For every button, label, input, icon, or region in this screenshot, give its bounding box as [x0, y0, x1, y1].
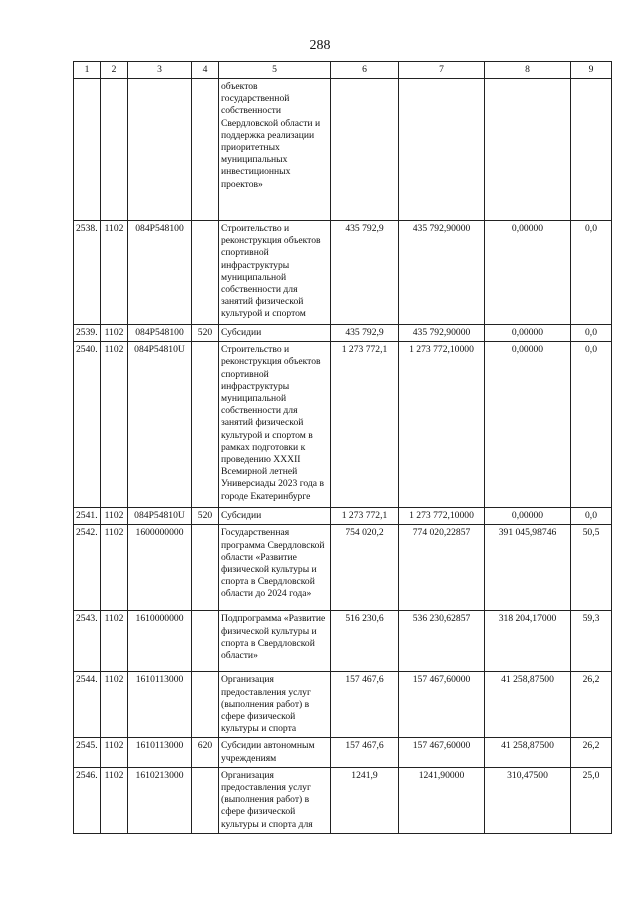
expense-type [192, 221, 219, 325]
section-code: 1102 [101, 342, 128, 508]
value-executed: 310,47500 [485, 767, 571, 833]
column-header: 4 [192, 62, 219, 79]
value-executed: 0,00000 [485, 508, 571, 525]
row-number [74, 79, 101, 221]
value-executed: 0,00000 [485, 325, 571, 342]
value-revised: 536 230,62857 [399, 611, 485, 672]
value-planned: 1 273 772,1 [331, 342, 399, 508]
row-number: 2538. [74, 221, 101, 325]
value-executed: 0,00000 [485, 342, 571, 508]
value-revised: 1 273 772,10000 [399, 342, 485, 508]
value-executed: 41 258,87500 [485, 672, 571, 738]
item-name: Субсидии [219, 325, 331, 342]
target-code: 084P54810U [128, 508, 192, 525]
target-code: 1610000000 [128, 611, 192, 672]
item-name: Субсидии [219, 508, 331, 525]
target-code: 1610213000 [128, 767, 192, 833]
value-revised: 1 273 772,10000 [399, 508, 485, 525]
value-executed: 0,00000 [485, 221, 571, 325]
item-name: Субсидии автономным учреждениям [219, 738, 331, 767]
value-planned: 1 273 772,1 [331, 508, 399, 525]
row-number: 2542. [74, 525, 101, 611]
value-revised: 157 467,60000 [399, 738, 485, 767]
value-planned: 435 792,9 [331, 221, 399, 325]
section-code [101, 79, 128, 221]
section-code: 1102 [101, 611, 128, 672]
column-header: 9 [571, 62, 612, 79]
table-row [74, 738, 612, 767]
row-number: 2545. [74, 738, 101, 767]
value-planned: 435 792,9 [331, 325, 399, 342]
expense-type: 520 [192, 508, 219, 525]
row-number: 2539. [74, 325, 101, 342]
value-planned: 516 230,6 [331, 611, 399, 672]
column-header: 1 [74, 62, 101, 79]
column-header: 6 [331, 62, 399, 79]
item-name: Строительство и реконструкция объектов спортивной инфраструктуры муниципальной собственности для занятий физической культурой и спортом [219, 221, 331, 325]
execution-percent [571, 79, 612, 221]
row-number: 2540. [74, 342, 101, 508]
table-row [74, 767, 612, 833]
item-name: Организация предоставления услуг (выполнения работ) в сфере физической культуры и спорта [219, 672, 331, 738]
item-name: Государственная программа Свердловской области «Развитие физической культуры и спорта в Свердловской области до 2024 года» [219, 525, 331, 611]
value-revised: 774 020,22857 [399, 525, 485, 611]
target-code: 1610113000 [128, 738, 192, 767]
target-code: 1600000000 [128, 525, 192, 611]
value-planned: 157 467,6 [331, 672, 399, 738]
expense-type [192, 79, 219, 221]
section-code: 1102 [101, 672, 128, 738]
value-planned: 754 020,2 [331, 525, 399, 611]
target-code: 084P548100 [128, 221, 192, 325]
item-name: объектов государственной собственности Свердловской области и поддержка реализации приоритетных муниципальных инвестиционных проектов» [219, 79, 331, 221]
execution-percent: 0,0 [571, 342, 612, 508]
table-row [74, 508, 612, 525]
section-code: 1102 [101, 767, 128, 833]
table-row [74, 525, 612, 611]
expense-type [192, 672, 219, 738]
table-row [74, 79, 612, 221]
column-header: 8 [485, 62, 571, 79]
value-executed [485, 79, 571, 221]
item-name: Организация предоставления услуг (выполнения работ) в сфере физической культуры и спорта для [219, 767, 331, 833]
value-executed: 41 258,87500 [485, 738, 571, 767]
expense-type [192, 342, 219, 508]
value-planned [331, 79, 399, 221]
value-planned: 1241,9 [331, 767, 399, 833]
item-name: Строительство и реконструкция объектов спортивной инфраструктуры муниципальной собственности для занятий физической культурой и спортом в рамках подготовки к проведению XXXII Всемирной летней Универсиады 2023 года в городе Екатеринбурге [219, 342, 331, 508]
execution-percent: 0,0 [571, 508, 612, 525]
table-row [74, 611, 612, 672]
budget-table [73, 61, 612, 834]
value-executed: 318 204,17000 [485, 611, 571, 672]
execution-percent: 50,5 [571, 525, 612, 611]
value-revised: 157 467,60000 [399, 672, 485, 738]
expense-type: 520 [192, 325, 219, 342]
section-code: 1102 [101, 508, 128, 525]
value-executed: 391 045,98746 [485, 525, 571, 611]
row-number: 2543. [74, 611, 101, 672]
expense-type [192, 767, 219, 833]
value-revised: 435 792,90000 [399, 325, 485, 342]
row-number: 2546. [74, 767, 101, 833]
column-header: 5 [219, 62, 331, 79]
target-code: 084P54810U [128, 342, 192, 508]
execution-percent: 0,0 [571, 325, 612, 342]
section-code: 1102 [101, 221, 128, 325]
section-code: 1102 [101, 525, 128, 611]
header-row [74, 62, 612, 79]
expense-type [192, 611, 219, 672]
execution-percent: 26,2 [571, 672, 612, 738]
expense-type [192, 525, 219, 611]
execution-percent: 25,0 [571, 767, 612, 833]
execution-percent: 26,2 [571, 738, 612, 767]
column-header: 3 [128, 62, 192, 79]
value-revised: 435 792,90000 [399, 221, 485, 325]
row-number: 2541. [74, 508, 101, 525]
section-code: 1102 [101, 738, 128, 767]
expense-type: 620 [192, 738, 219, 767]
target-code: 084P548100 [128, 325, 192, 342]
table-row [74, 672, 612, 738]
target-code: 1610113000 [128, 672, 192, 738]
value-revised [399, 79, 485, 221]
column-header: 2 [101, 62, 128, 79]
execution-percent: 59,3 [571, 611, 612, 672]
table-row [74, 325, 612, 342]
target-code [128, 79, 192, 221]
value-revised: 1241,90000 [399, 767, 485, 833]
table-row [74, 221, 612, 325]
item-name: Подпрограмма «Развитие физической культуры и спорта в Свердловской области» [219, 611, 331, 672]
row-number: 2544. [74, 672, 101, 738]
section-code: 1102 [101, 325, 128, 342]
execution-percent: 0,0 [571, 221, 612, 325]
column-header: 7 [399, 62, 485, 79]
table-row [74, 342, 612, 508]
value-planned: 157 467,6 [331, 738, 399, 767]
page-number: 288 [309, 38, 331, 53]
